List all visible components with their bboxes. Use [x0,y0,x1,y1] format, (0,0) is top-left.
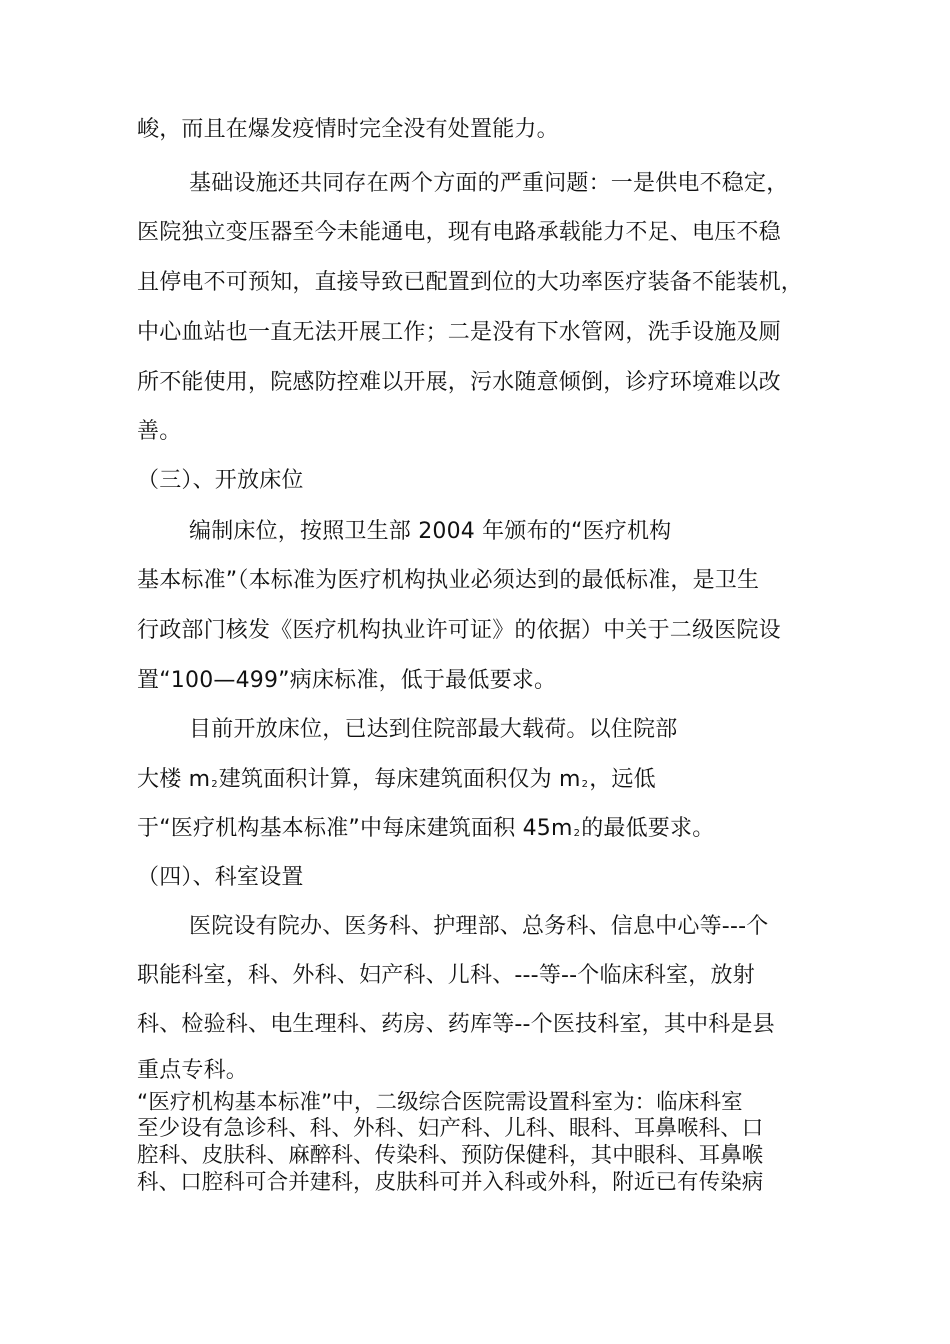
text-run: ，远低 [589,767,656,792]
paragraph-line: 医院设有院办、医务科、护理部、总务科、信息中心等---个 [189,914,769,939]
paragraph-line: 行政部门核发《医疗机构执业许可证》的依据）中关于二级医院设 [137,618,781,643]
paragraph-line: 峻，而且在爆发疫情时完全没有处置能力。 [137,117,559,142]
paragraph-line [137,766,656,799]
paragraph-line: 医院独立变压器至今未能通电，现有电路承载能力不足、电压不稳 [137,220,781,245]
paragraph-line: 中心血站也一直无法开展工作；二是没有下水管网，洗手设施及厕 [137,320,781,345]
subscript: 2 [573,828,581,839]
section-heading: （三）、开放床位 [137,468,304,493]
section-heading: （四）、科室设置 [137,865,304,890]
text-run: 大楼 m [137,767,211,792]
text-run: 的最低要求。 [581,816,715,841]
paragraph-line: 基本标准”（本标准为医疗机构执业必须达到的最低标准，是卫生 [137,568,760,593]
text-run: 建筑面积计算，每床建筑面积仅为 m [218,767,581,792]
paragraph-line: 重点专科。 [137,1058,249,1083]
paragraph-line [137,815,714,848]
paragraph-line: 基础设施还共同存在两个方面的严重问题：一是供电不稳定， [189,171,789,196]
paragraph-line: 且停电不可预知，直接导致已配置到位的大功率医疗装备不能装机， [137,270,804,295]
paragraph-line: 腔科、皮肤科、麻醉科、传染科、预防保健科，其中眼科、耳鼻喉 [137,1143,764,1168]
text-run: 于“医疗机构基本标准”中每床建筑面积 45m [137,816,573,841]
paragraph-line: 所不能使用，院感防控难以开展，污水随意倾倒，诊疗环境难以改 [137,370,781,395]
paragraph-line: 职能科室，科、外科、妇产科、儿科、---等--个临床科室，放射 [137,963,755,988]
paragraph-line: 科、检验科、电生理科、药房、药库等--个医技科室，其中科是县 [137,1012,775,1037]
paragraph-line: 科、口腔科可合并建科，皮肤科可并入科或外科，附近已有传染病 [137,1170,764,1195]
paragraph-line: 编制床位，按照卫生部 2004 年颁布的“医疗机构 [189,519,672,544]
subscript: 2 [211,779,218,790]
paragraph-line: “医疗机构基本标准”中，二级综合医院需设置科室为：临床科室 [137,1090,743,1115]
paragraph-line: 置“100—499”病床标准，低于最低要求。 [137,668,557,693]
subscript: 2 [581,779,589,790]
paragraph-line: 至少设有急诊科、科、外科、妇产科、儿科、眼科、耳鼻喉科、口 [137,1116,764,1141]
paragraph-line: 善。 [137,419,182,444]
paragraph-line: 目前开放床位，已达到住院部最大载荷。以住院部 [189,717,678,742]
